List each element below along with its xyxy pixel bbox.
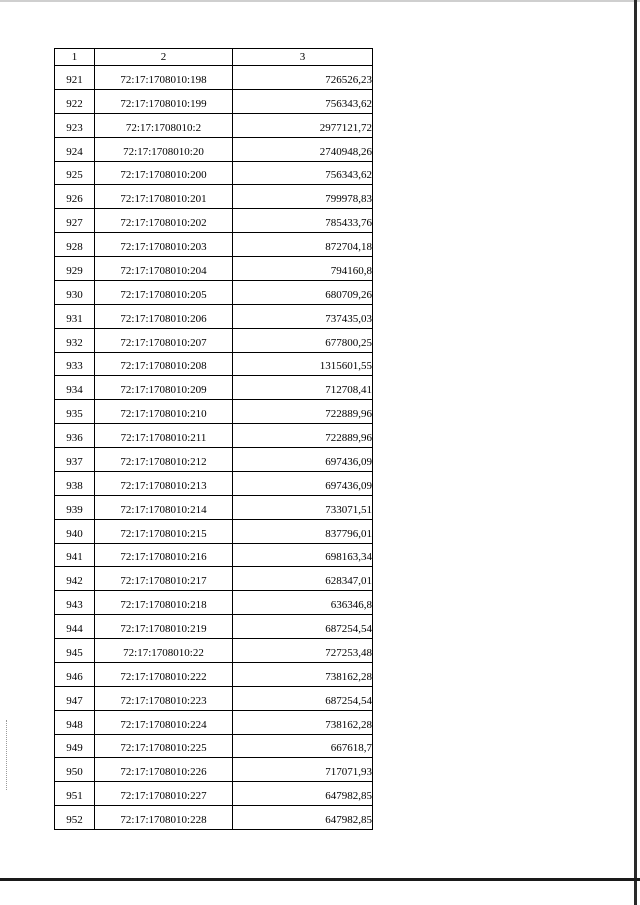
table-row xyxy=(55,89,373,113)
cadastral-value: 785433,76 xyxy=(233,209,373,233)
table-row xyxy=(55,471,373,495)
cadastral-value: 733071,51 xyxy=(233,495,373,519)
cadastral-number: 72:17:1708010:22 xyxy=(95,639,233,663)
cadastral-number: 72:17:1708010:217 xyxy=(95,567,233,591)
page-right-edge xyxy=(634,0,637,905)
row-number: 946 xyxy=(55,662,95,686)
table-row xyxy=(55,352,373,376)
cadastral-number: 72:17:1708010:207 xyxy=(95,328,233,352)
row-number: 942 xyxy=(55,567,95,591)
table-row xyxy=(55,161,373,185)
row-number: 940 xyxy=(55,519,95,543)
table-row xyxy=(55,209,373,233)
table-row xyxy=(55,280,373,304)
cadastral-number: 72:17:1708010:204 xyxy=(95,257,233,281)
row-number: 950 xyxy=(55,758,95,782)
row-number: 949 xyxy=(55,734,95,758)
cadastral-value: 677800,25 xyxy=(233,328,373,352)
cadastral-value: 756343,62 xyxy=(233,89,373,113)
cadastral-number: 72:17:1708010:202 xyxy=(95,209,233,233)
row-number: 939 xyxy=(55,495,95,519)
row-number: 929 xyxy=(55,257,95,281)
page-bottom-edge xyxy=(0,878,640,881)
cadastral-number: 72:17:1708010:205 xyxy=(95,280,233,304)
row-number: 948 xyxy=(55,710,95,734)
cadastral-value: 794160,8 xyxy=(233,257,373,281)
cadastral-value: 737435,03 xyxy=(233,304,373,328)
cadastral-value: 722889,96 xyxy=(233,400,373,424)
cadastral-value: 680709,26 xyxy=(233,280,373,304)
cadastral-number: 72:17:1708010:198 xyxy=(95,66,233,90)
table-row xyxy=(55,782,373,806)
cadastral-value: 722889,96 xyxy=(233,424,373,448)
cadastral-number: 72:17:1708010:226 xyxy=(95,758,233,782)
row-number: 924 xyxy=(55,137,95,161)
cadastral-value-table xyxy=(54,48,373,830)
cadastral-value: 756343,62 xyxy=(233,161,373,185)
cadastral-number: 72:17:1708010:227 xyxy=(95,782,233,806)
cadastral-value: 1315601,55 xyxy=(233,352,373,376)
row-number: 938 xyxy=(55,471,95,495)
cadastral-number: 72:17:1708010:209 xyxy=(95,376,233,400)
table-row xyxy=(55,233,373,257)
row-number: 932 xyxy=(55,328,95,352)
cadastral-value: 687254,54 xyxy=(233,686,373,710)
scan-margin-mark xyxy=(6,720,8,790)
table-row xyxy=(55,304,373,328)
table-row xyxy=(55,376,373,400)
row-number: 933 xyxy=(55,352,95,376)
table-body xyxy=(55,66,373,830)
table-row xyxy=(55,185,373,209)
header-row xyxy=(55,49,373,66)
table-row xyxy=(55,734,373,758)
cadastral-number: 72:17:1708010:223 xyxy=(95,686,233,710)
cadastral-value: 698163,34 xyxy=(233,543,373,567)
row-number: 926 xyxy=(55,185,95,209)
row-number: 945 xyxy=(55,639,95,663)
table-row xyxy=(55,328,373,352)
row-number: 923 xyxy=(55,113,95,137)
cadastral-number: 72:17:1708010:199 xyxy=(95,89,233,113)
cadastral-value: 647982,85 xyxy=(233,806,373,830)
header-col-3: 3 xyxy=(233,49,373,66)
cadastral-value: 628347,01 xyxy=(233,567,373,591)
table-row xyxy=(55,639,373,663)
table-row xyxy=(55,591,373,615)
table-row xyxy=(55,686,373,710)
page-top-edge xyxy=(0,0,640,2)
cadastral-number: 72:17:1708010:222 xyxy=(95,662,233,686)
cadastral-value: 2740948,26 xyxy=(233,137,373,161)
table-row xyxy=(55,758,373,782)
table-row xyxy=(55,543,373,567)
row-number: 943 xyxy=(55,591,95,615)
cadastral-number: 72:17:1708010:200 xyxy=(95,161,233,185)
cadastral-number: 72:17:1708010:218 xyxy=(95,591,233,615)
row-number: 925 xyxy=(55,161,95,185)
table-row xyxy=(55,615,373,639)
cadastral-value: 799978,83 xyxy=(233,185,373,209)
cadastral-number: 72:17:1708010:2 xyxy=(95,113,233,137)
cadastral-value: 727253,48 xyxy=(233,639,373,663)
table-row xyxy=(55,448,373,472)
table-row xyxy=(55,424,373,448)
row-number: 936 xyxy=(55,424,95,448)
cadastral-value: 872704,18 xyxy=(233,233,373,257)
table-row xyxy=(55,806,373,830)
row-number: 928 xyxy=(55,233,95,257)
cadastral-number: 72:17:1708010:224 xyxy=(95,710,233,734)
row-number: 944 xyxy=(55,615,95,639)
row-number: 941 xyxy=(55,543,95,567)
cadastral-value: 712708,41 xyxy=(233,376,373,400)
cadastral-number: 72:17:1708010:201 xyxy=(95,185,233,209)
cadastral-value: 687254,54 xyxy=(233,615,373,639)
table-row xyxy=(55,662,373,686)
cadastral-value: 2977121,72 xyxy=(233,113,373,137)
table-row xyxy=(55,113,373,137)
cadastral-number: 72:17:1708010:214 xyxy=(95,495,233,519)
row-number: 922 xyxy=(55,89,95,113)
table-row xyxy=(55,137,373,161)
cadastral-value: 697436,09 xyxy=(233,471,373,495)
cadastral-number: 72:17:1708010:210 xyxy=(95,400,233,424)
cadastral-number: 72:17:1708010:213 xyxy=(95,471,233,495)
cadastral-number: 72:17:1708010:216 xyxy=(95,543,233,567)
row-number: 931 xyxy=(55,304,95,328)
cadastral-value: 726526,23 xyxy=(233,66,373,90)
cadastral-number: 72:17:1708010:208 xyxy=(95,352,233,376)
row-number: 951 xyxy=(55,782,95,806)
cadastral-value: 717071,93 xyxy=(233,758,373,782)
row-number: 930 xyxy=(55,280,95,304)
cadastral-number: 72:17:1708010:20 xyxy=(95,137,233,161)
table-header xyxy=(55,49,373,66)
cadastral-number: 72:17:1708010:219 xyxy=(95,615,233,639)
row-number: 921 xyxy=(55,66,95,90)
cadastral-value: 837796,01 xyxy=(233,519,373,543)
cadastral-value: 697436,09 xyxy=(233,448,373,472)
cadastral-number: 72:17:1708010:203 xyxy=(95,233,233,257)
header-col-2: 2 xyxy=(95,49,233,66)
row-number: 937 xyxy=(55,448,95,472)
row-number: 952 xyxy=(55,806,95,830)
table-row xyxy=(55,567,373,591)
table-row xyxy=(55,257,373,281)
row-number: 927 xyxy=(55,209,95,233)
table-row xyxy=(55,66,373,90)
cadastral-number: 72:17:1708010:225 xyxy=(95,734,233,758)
table-row xyxy=(55,710,373,734)
cadastral-number: 72:17:1708010:215 xyxy=(95,519,233,543)
cadastral-value: 636346,8 xyxy=(233,591,373,615)
cadastral-number: 72:17:1708010:212 xyxy=(95,448,233,472)
row-number: 934 xyxy=(55,376,95,400)
table-row xyxy=(55,400,373,424)
cadastral-value: 738162,28 xyxy=(233,662,373,686)
row-number: 947 xyxy=(55,686,95,710)
table-row xyxy=(55,519,373,543)
row-number: 935 xyxy=(55,400,95,424)
cadastral-number: 72:17:1708010:206 xyxy=(95,304,233,328)
cadastral-value: 738162,28 xyxy=(233,710,373,734)
cadastral-value: 667618,7 xyxy=(233,734,373,758)
table-row xyxy=(55,495,373,519)
cadastral-value: 647982,85 xyxy=(233,782,373,806)
header-col-1: 1 xyxy=(55,49,95,66)
cadastral-number: 72:17:1708010:228 xyxy=(95,806,233,830)
cadastral-number: 72:17:1708010:211 xyxy=(95,424,233,448)
